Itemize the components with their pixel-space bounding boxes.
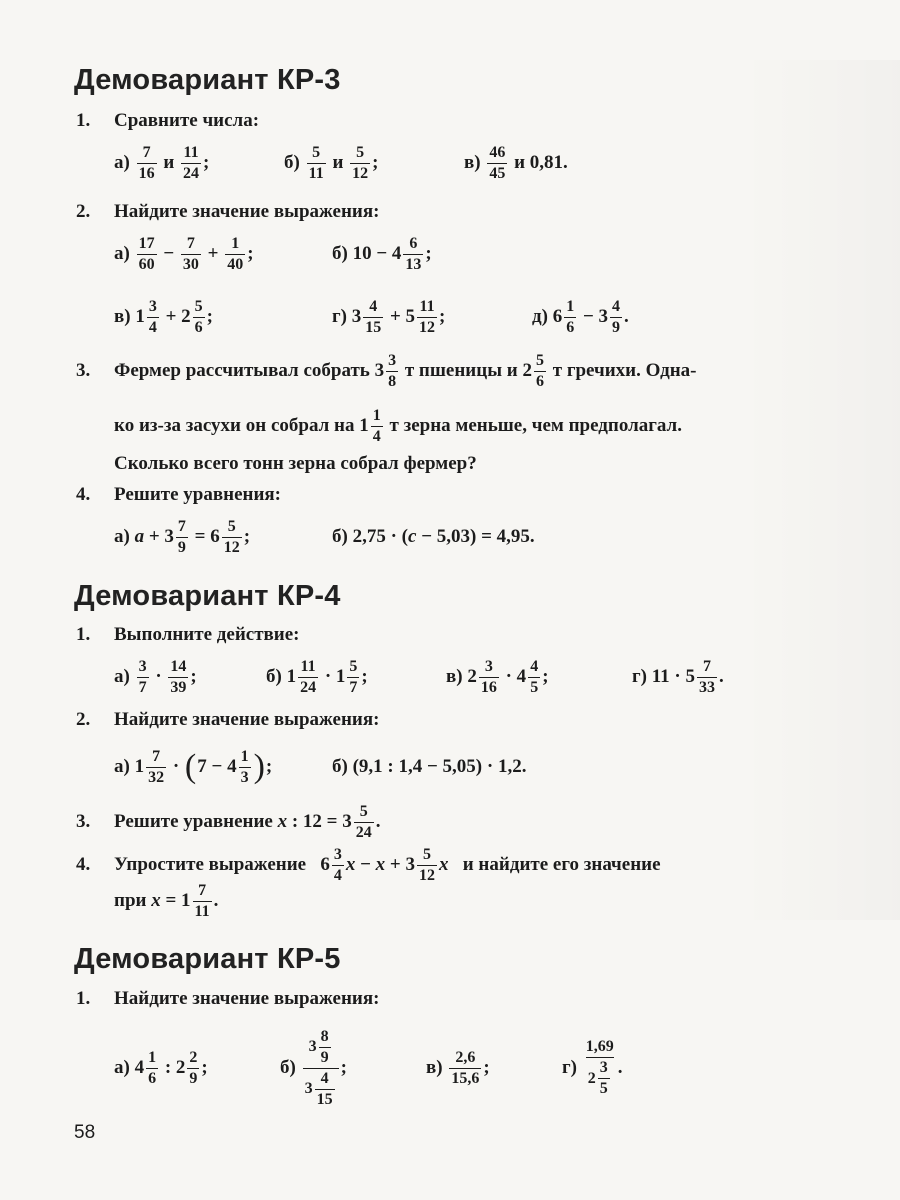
page-number: 58 — [74, 1122, 96, 1143]
task-number: 4. — [76, 484, 91, 505]
kr3-task3-line2: ко из-за засухи он собрал на 1 1 4 т зерна меньше, чем предполагал. — [114, 406, 682, 445]
item-a: а) 1 7 32 · ( 7 − 4 1 3 ) ; — [114, 747, 273, 786]
kr4-task1-items — [114, 652, 794, 702]
item-e: д) 6 1 6 − 3 4 9 . — [532, 297, 629, 336]
item-a: а) 7 16 и 11 24 ; — [114, 143, 210, 182]
item-a: а) 17 60 − $\frac{7}{30}$ + $\frac{1}{40}$ ; — [114, 234, 254, 273]
item-b: б) (9,1 : 1,4 − 5,05) · 1,2. — [332, 756, 527, 777]
task-text: Выполните действие: — [114, 624, 300, 645]
item-b: б) 3 8 9 3 4 15 ; — [280, 1027, 347, 1108]
fraction: 7 16 — [138, 143, 155, 182]
kr3-task2-row1 — [114, 229, 754, 279]
item-a: а) 3 7 · 14 39 ; — [114, 657, 197, 696]
item-d: г) 1,69 2 3 5 . — [562, 1038, 623, 1097]
item-a: а) a + 3 $\frac{7}{9}$ = 6 5 12 ; — [114, 517, 251, 556]
task-number: 2. — [76, 201, 91, 222]
item-c: в) 46 45 и 0,81. — [464, 143, 568, 182]
item-b: б) 10 − 4 6 13 ; — [332, 234, 432, 273]
kr4-task3: 3. Решите уравнение x : 12 = 3 5 24 . — [76, 802, 381, 841]
bleed-through-shadow — [740, 60, 900, 920]
item-b: б) 2,75 · ( c − 5,03) = 4,95. — [332, 526, 535, 547]
task-text: Найдите значение выражения: — [114, 201, 380, 222]
task-number: 4. — [76, 854, 91, 875]
task-number: 3. — [76, 811, 91, 832]
compound-fraction: 3 8 9 3 4 15 — [303, 1029, 339, 1108]
kr3-task1-items — [114, 138, 754, 188]
task-number: 2. — [76, 709, 91, 730]
fraction: 5 12 — [352, 143, 369, 182]
task-number: 1. — [76, 110, 91, 131]
fraction: 46 45 — [489, 143, 506, 182]
item-a: а) 4 1 6 : 2 2 9 ; — [114, 1048, 208, 1087]
item-c: в) 2 3 16 · 4 4 5 ; — [446, 657, 549, 696]
heading-kr3: Демовариант КР-3 — [74, 64, 341, 96]
heading-kr5: Демовариант КР-5 — [74, 943, 341, 975]
item-b: б) 5 11 и 5 12 ; — [284, 143, 379, 182]
kr4-task2-items — [114, 740, 754, 794]
task-text: Решите уравнения: — [114, 484, 282, 505]
item-c: в) 2,6 15,6 ; — [426, 1048, 490, 1087]
task-text: Найдите значение выражения: — [114, 709, 380, 730]
task-number: 3. — [76, 360, 91, 381]
task-text: Найдите значение выражения: — [114, 988, 380, 1009]
kr4-task4-line2: при x = 1 7 11 . — [114, 881, 219, 920]
kr3-task2-row2 — [114, 292, 754, 342]
item-d: г) 11 · 5 7 33 . — [632, 657, 724, 696]
kr3-task3-line3: Сколько всего тонн зерна собрал фермер? — [114, 453, 477, 474]
kr3-task3-line1: 3. Фермер рассчитывал собрать 3 3 8 т пшеницы и 2 5 6 т гречихи. Одна- — [76, 351, 697, 390]
task-text: Сравните числа: — [114, 110, 260, 131]
kr4-task4-line1: 4. Упростите выражение 6 3 4 x − x + 3 5 12 x и найдите его значение — [76, 845, 661, 884]
task-number: 1. — [76, 624, 91, 645]
task-number: 1. — [76, 988, 91, 1009]
item-c: в) 1 3 4 + 2 5 6 ; — [114, 297, 213, 336]
heading-kr4: Демовариант КР-4 — [74, 580, 341, 612]
fraction: 11 24 — [183, 143, 200, 182]
kr3-task4-items — [114, 512, 754, 562]
item-b: б) 1 11 24 · 1 5 7 ; — [266, 657, 368, 696]
compound-fraction: 1,69 2 3 5 — [585, 1038, 614, 1097]
kr5-task1-items — [114, 1018, 754, 1118]
fraction: 5 11 — [308, 143, 324, 182]
item-d: г) 3 4 15 + 5 11 12 ; — [332, 297, 446, 336]
